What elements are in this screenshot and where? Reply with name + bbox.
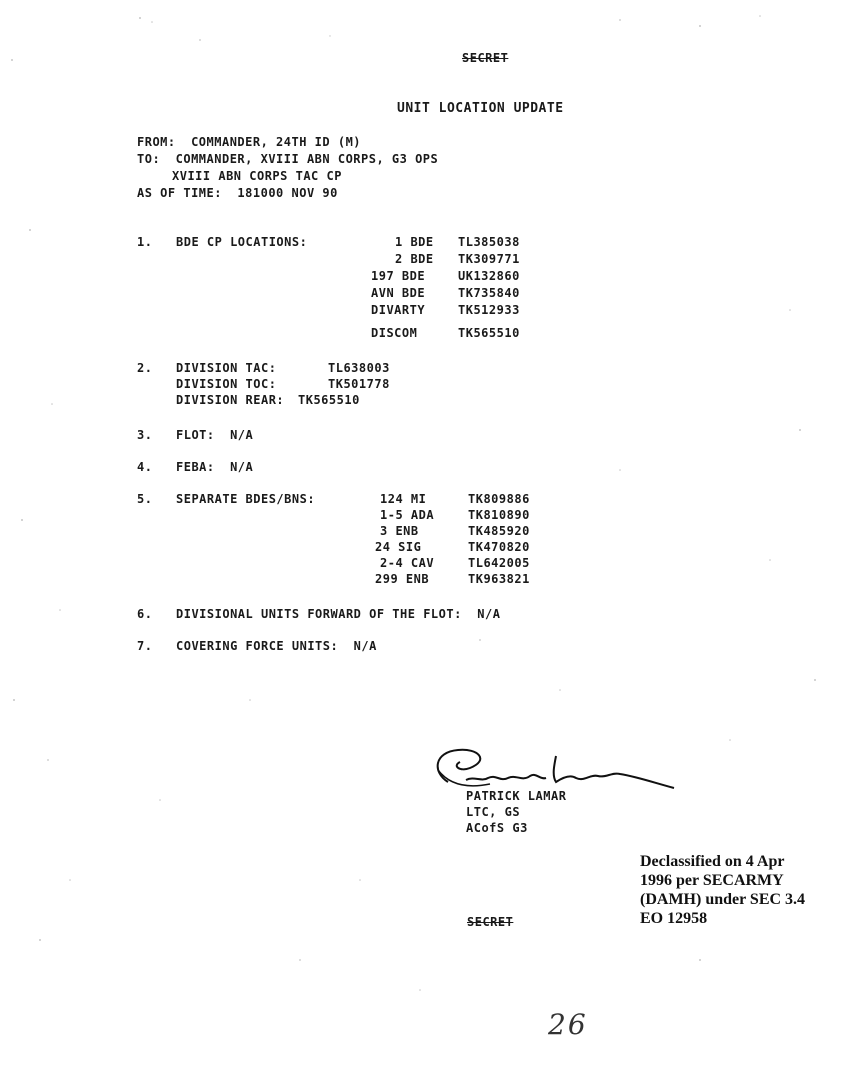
signer-rank: LTC, GS: [466, 805, 521, 819]
signer-name: PATRICK LAMAR: [466, 789, 567, 803]
item-number: 4.: [137, 460, 153, 474]
separate-grid: TK485920: [468, 524, 530, 538]
separate-unit: 299 ENB: [375, 572, 430, 586]
bde-grid: TK565510: [458, 326, 520, 340]
division-grid: TL638003: [328, 361, 390, 375]
bde-unit: AVN BDE: [371, 286, 426, 300]
division-label: DIVISION TAC:: [176, 361, 277, 375]
separate-unit: 124 MI: [380, 492, 427, 506]
page-title: UNIT LOCATION UPDATE: [397, 101, 564, 116]
division-label: DIVISION REAR:: [176, 393, 285, 407]
item-label: COVERING FORCE UNITS: N/A: [176, 639, 377, 653]
separate-unit: 1-5 ADA: [380, 508, 435, 522]
separate-grid: TK809886: [468, 492, 530, 506]
separate-grid: TL642005: [468, 556, 530, 570]
declassification-line: EO 12958: [640, 910, 708, 927]
bde-grid: UK132860: [458, 269, 520, 283]
division-grid: TK501778: [328, 377, 390, 391]
item-number: 2.: [137, 361, 153, 375]
item-number: 5.: [137, 492, 153, 506]
to-line: TO: COMMANDER, XVIII ABN CORPS, G3 OPS: [137, 152, 439, 166]
bde-unit: 2 BDE: [395, 252, 434, 266]
declassification-line: Declassified on 4 Apr: [640, 853, 785, 870]
bde-grid: TL385038: [458, 235, 520, 249]
from-line: FROM: COMMANDER, 24TH ID (M): [137, 135, 362, 149]
separate-grid: TK810890: [468, 508, 530, 522]
item-label: DIVISIONAL UNITS FORWARD OF THE FLOT: N/A: [176, 607, 501, 621]
declassification-line: 1996 per SECARMY: [640, 872, 784, 889]
classification-bottom: SECRET: [467, 915, 514, 929]
item-number: 6.: [137, 607, 153, 621]
bde-unit: 197 BDE: [371, 269, 426, 283]
classification-top: SECRET: [462, 51, 509, 65]
page-number: 26: [548, 1008, 588, 1041]
bde-grid: TK512933: [458, 303, 520, 317]
item-label: BDE CP LOCATIONS:: [176, 235, 308, 249]
bde-grid: TK735840: [458, 286, 520, 300]
separate-unit: 24 SIG: [375, 540, 422, 554]
item-label: SEPARATE BDES/BNS:: [176, 492, 316, 506]
signer-title: ACofS G3: [466, 821, 528, 835]
bde-grid: TK309771: [458, 252, 520, 266]
item-number: 3.: [137, 428, 153, 442]
declassification-stamp: [640, 852, 840, 928]
separate-unit: 2-4 CAV: [380, 556, 435, 570]
separate-grid: TK963821: [468, 572, 530, 586]
item-number: 1.: [137, 235, 153, 249]
bde-unit: 1 BDE: [395, 235, 434, 249]
separate-grid: TK470820: [468, 540, 530, 554]
bde-unit: DISCOM: [371, 326, 418, 340]
item-label: FLOT: N/A: [176, 428, 254, 442]
bde-unit: DIVARTY: [371, 303, 426, 317]
to-line-2: XVIII ABN CORPS TAC CP: [172, 169, 342, 183]
item-label: FEBA: N/A: [176, 460, 254, 474]
declassification-line: (DAMH) under SEC 3.4: [640, 891, 806, 908]
item-number: 7.: [137, 639, 153, 653]
division-label: DIVISION TOC:: [176, 377, 277, 391]
separate-unit: 3 ENB: [380, 524, 419, 538]
division-grid: TK565510: [298, 393, 360, 407]
as-of-time: AS OF TIME: 181000 NOV 90: [137, 186, 338, 200]
